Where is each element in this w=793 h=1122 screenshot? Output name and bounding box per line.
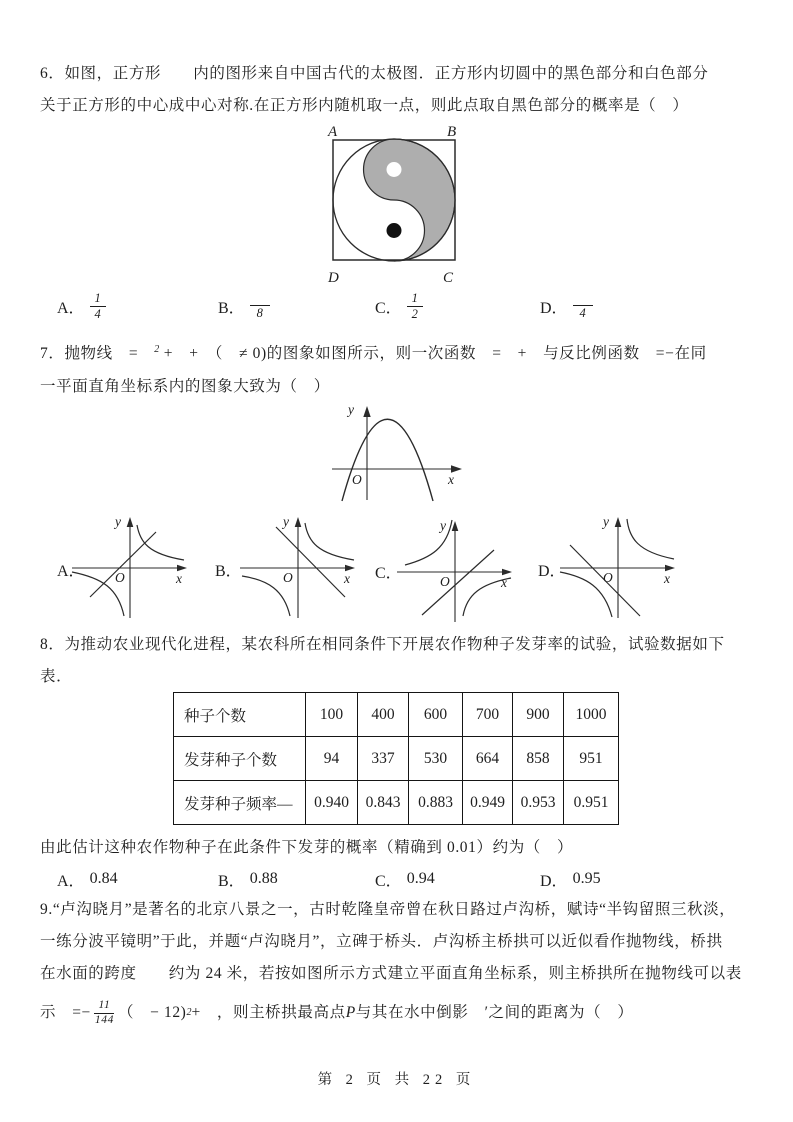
fraction: $\frac{1}{2}$ (407, 291, 423, 321)
table-cell: 1000 (564, 693, 619, 737)
table-cell: 100 (306, 693, 358, 737)
point-p-label: P (345, 1004, 356, 1021)
table-cell: 0.883 (409, 781, 463, 825)
hyperbola-branch-q1 (137, 525, 184, 560)
yinyang-gray-region (364, 139, 455, 261)
y-axis-label: y (115, 514, 121, 529)
table-cell: 664 (463, 737, 513, 781)
y-axis-arrow (127, 517, 134, 527)
corner-label-b: B (447, 124, 457, 140)
q6-option-a (57, 289, 106, 323)
option-value: 0.84 (89, 870, 118, 887)
x-axis-label: x (176, 571, 182, 586)
hyperbola-branch-q1 (627, 519, 674, 559)
origin-label: O (283, 570, 293, 585)
origin-label: O (603, 570, 613, 585)
linear-function-line (90, 532, 156, 597)
q9-text-line3: 在水面的跨度 约为 24 米，若按如图所示方式建立平面直角坐标系，则主桥拱所在抛物线可以表 (40, 965, 742, 982)
q7-option-letter-c: C． (375, 565, 402, 582)
q6-option-b (218, 289, 270, 323)
q7-option-letter-b: B． (215, 563, 242, 580)
x-axis-label: x (664, 571, 670, 586)
q6-option-c (375, 289, 423, 323)
hyperbola-branch-q1 (305, 523, 354, 560)
option-value: 0.88 (249, 870, 278, 887)
q7-text-line1: 7．抛物线 = $^2$ + + （ ≠ 0)的图象如图所示，则一次函数 = + 与反比例函数 =−在同 (40, 344, 707, 363)
exponent: 2 (154, 344, 160, 355)
table-cell: 700 (463, 693, 513, 737)
yinyang-white-dot (387, 162, 402, 177)
table-cell: 0.843 (358, 781, 409, 825)
germination-data-table (173, 692, 619, 825)
y-axis-label: y (603, 514, 609, 529)
corner-label-c: C (443, 270, 454, 286)
q8-option-c: C． 0.94 (375, 870, 435, 890)
x-axis-label: x (344, 571, 350, 586)
q8-post-text: 由此估计这种农作物种子在此条件下发芽的概率（精确到 0.01）约为（ ） (40, 839, 574, 856)
q6-text-line1: 6．如图，正方形 内的图形来自中国古代的太极图．正方形内切圆中的黑色部分和白色部分 (40, 65, 709, 82)
fraction: $\frac{11}{144}$ (94, 999, 114, 1026)
option-letter: B． (218, 299, 245, 317)
table-cell: 94 (306, 737, 358, 781)
fraction: 8 (250, 292, 270, 320)
y-axis-arrow (452, 521, 459, 531)
y-axis-arrow (615, 517, 622, 527)
table-cell: 0.953 (513, 781, 564, 825)
q6-taiji-figure (318, 122, 474, 286)
y-axis-label: y (348, 402, 354, 417)
x-axis-label: x (448, 472, 454, 487)
q7-option-b-graph (236, 510, 361, 625)
origin-label: O (440, 574, 450, 589)
y-axis-arrow (363, 406, 370, 417)
q7-option-a-graph (68, 510, 193, 625)
option-letter: C． (375, 299, 402, 317)
q7-option-letter-d: D． (538, 563, 566, 580)
yinyang-black-dot (387, 223, 402, 238)
table-row-germinated-count (174, 737, 619, 781)
q8-option-d: D． 0.95 (540, 870, 601, 890)
q7-option-c-graph (393, 514, 518, 629)
q6-option-d (540, 289, 593, 323)
y-axis-arrow (295, 517, 302, 527)
row-label: 种子个数 (174, 693, 306, 737)
q7-option-letter-a: A． (57, 563, 85, 580)
q8-option-a: A． 0.84 (57, 870, 118, 890)
corner-label-a: A (328, 124, 338, 140)
table-cell: 530 (409, 737, 463, 781)
linear-function-line (276, 527, 345, 597)
fraction: $\frac{1}{4}$ (90, 291, 106, 321)
table-cell: 0.940 (306, 781, 358, 825)
table-row-germination-frequency (174, 781, 619, 825)
y-axis-label: y (440, 518, 446, 533)
option-letter: A． (57, 299, 85, 317)
q8-text-line1: 8．为推动农业现代化进程，某农科所在相同条件下开展农作物种子发芽率的试验，试验数据如下 (40, 636, 725, 653)
row-label: 发芽种子频率— (174, 781, 306, 825)
q7-text-line2: 一平面直角坐标系内的图象大致为（ ） (40, 378, 330, 395)
q8-option-b: B． 0.88 (218, 870, 278, 890)
q7-option-d-graph (556, 510, 681, 625)
option-value: 0.94 (406, 870, 435, 887)
parabola-curve (342, 419, 433, 501)
option-value: 0.95 (572, 870, 601, 887)
q9-text-line4: 示 =− $\frac{11}{144}$ （ − 12) 2 + ，则主桥拱最高点 P 与其在水中倒影 ′之间的距离为（ ） (40, 999, 634, 1026)
row-label: 发芽种子个数 (174, 737, 306, 781)
table-cell: 600 (409, 693, 463, 737)
q7-parabola-figure (320, 400, 480, 508)
y-axis-label: y (283, 514, 289, 529)
table-cell: 400 (358, 693, 409, 737)
option-letter: D． (540, 299, 568, 317)
table-cell: 337 (358, 737, 409, 781)
q9-text-line2: 一练分波平镜明”于此，并题“卢沟晓月”，立碑于桥头．卢沟桥主桥拱可以近似看作抛物线，桥拱 (40, 933, 723, 950)
table-cell: 900 (513, 693, 564, 737)
table-cell: 951 (564, 737, 619, 781)
table-cell: 0.951 (564, 781, 619, 825)
linear-function-line (422, 550, 494, 615)
page-number-footer: 第 2 页 共 22 页 (317, 1072, 476, 1088)
q6-text-line2: 关于正方形的中心成中心对称.在正方形内随机取一点，则此点取自黑色部分的概率是（ ） (40, 97, 689, 114)
origin-label: O (352, 472, 362, 487)
fraction: 4 (573, 292, 593, 320)
q8-text-line2: 表． (40, 668, 73, 685)
origin-label: O (115, 570, 125, 585)
table-cell: 858 (513, 737, 564, 781)
corner-label-d: D (328, 270, 339, 286)
table-cell: 0.949 (463, 781, 513, 825)
exponent: 2 (186, 1007, 192, 1018)
x-axis-label: x (501, 575, 507, 590)
q9-text-line1: 9.“卢沟晓月”是著名的北京八景之一，古时乾隆皇帝曾在秋日路过卢沟桥，赋诗“半钩留照三秋淡， (40, 901, 736, 918)
table-row-seed-count (174, 693, 619, 737)
